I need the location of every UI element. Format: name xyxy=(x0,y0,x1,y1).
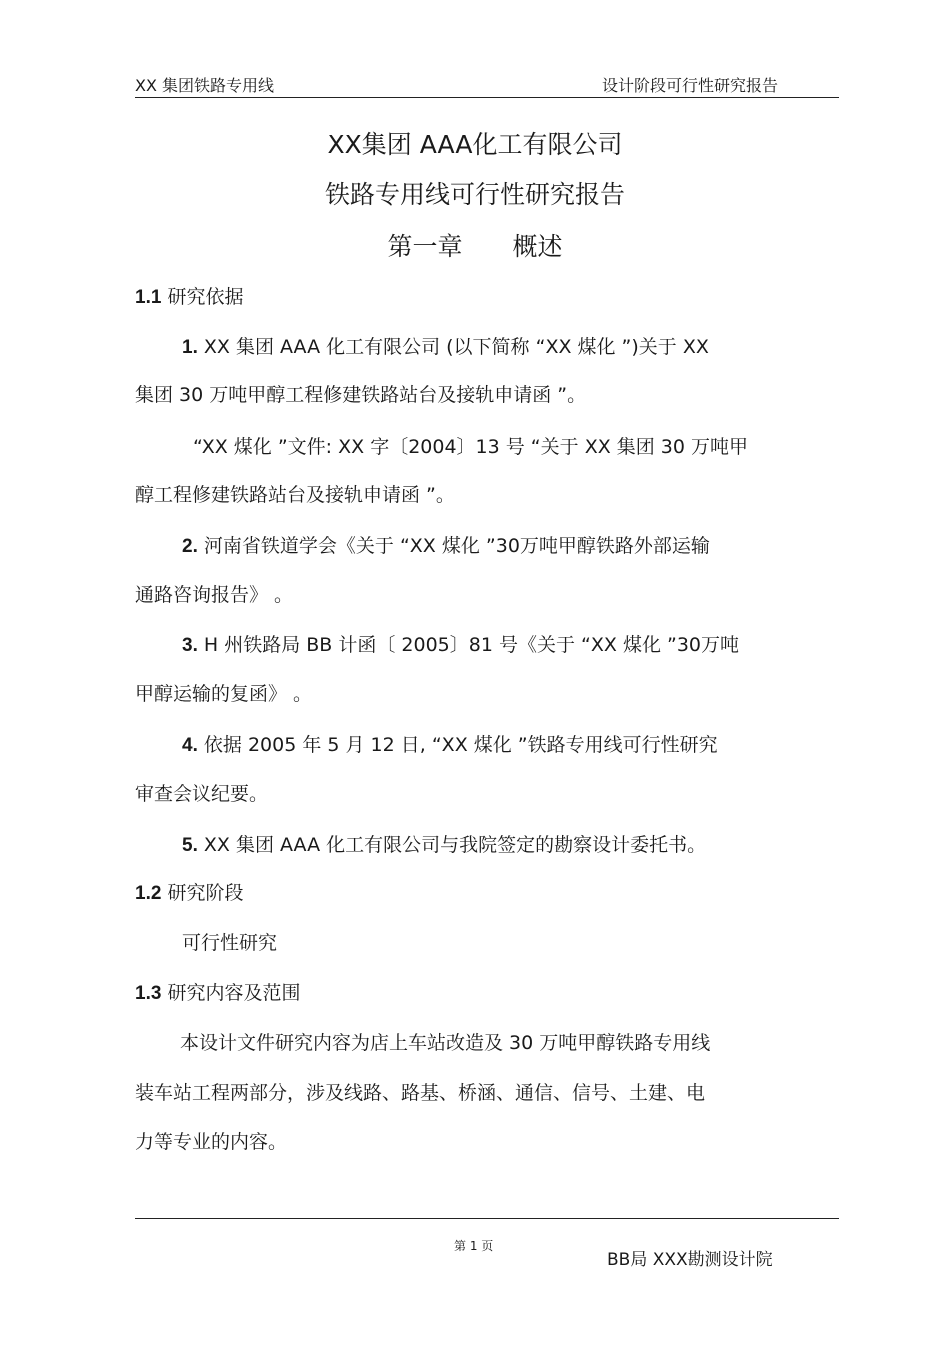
section-title: 研究依据 xyxy=(167,286,244,308)
scope-line3: 力等专业的内容。 xyxy=(135,1131,288,1153)
page-number: 第 1 页 xyxy=(454,1239,494,1253)
scope-line2: 装车站工程两部分，涉及线路、路基、桥涵、通信、信号、土建、电 xyxy=(135,1082,706,1104)
item-number: 4. xyxy=(182,735,198,756)
scope-line1: 本设计文件研究内容为店上车站改造及 30 万吨甲醇铁路专用线 xyxy=(180,1032,711,1054)
item-number: 3. xyxy=(182,635,198,656)
item-number: 2. xyxy=(182,536,198,557)
basis-item-1-line1 xyxy=(182,332,709,359)
chapter-title: 第一章 概述 xyxy=(387,232,563,261)
item-number: 1. xyxy=(182,337,198,358)
basis-file-line2: 醇工程修建铁路站台及接轨申请函 ”。 xyxy=(135,484,455,506)
basis-item-2-line2: 通路咨询报告》 。 xyxy=(135,584,294,606)
section-number: 1.2 xyxy=(135,883,162,904)
item-text: XX 集团 AAA 化工有限公司与我院签定的勘察设计委托书。 xyxy=(203,834,707,856)
item-number: 5. xyxy=(182,835,198,856)
basis-item-4-line1 xyxy=(182,730,718,757)
item-text: 河南省铁道学会《关于 “XX 煤化 ”30万吨甲醇铁路外部运输 xyxy=(203,535,710,557)
header-right: 设计阶段可行性研究报告 xyxy=(602,76,779,95)
basis-item-2-line1 xyxy=(182,531,710,558)
header-rule xyxy=(135,97,839,98)
basis-item-1-line2: 集团 30 万吨甲醇工程修建铁路站台及接轨申请函 ”。 xyxy=(135,384,587,406)
basis-item-4-line2: 审查会议纪要。 xyxy=(135,783,269,805)
section-heading-1-2 xyxy=(135,878,243,905)
basis-item-3-line2: 甲醇运输的复函》 。 xyxy=(135,683,313,705)
item-text: H 州铁路局 BB 计函〔 2005〕81 号《关于 “XX 煤化 ”30万吨 xyxy=(203,634,740,656)
footer-organization: BB局 XXX勘测设计院 xyxy=(607,1250,773,1270)
item-text: 依据 2005 年 5 月 12 日, “XX 煤化 ”铁路专用线可行性研究 xyxy=(203,734,718,756)
doc-title-line1: XX集团 AAA化工有限公司 xyxy=(327,130,623,159)
basis-file-line1: “XX 煤化 ”文件: XX 字〔2004〕13 号 “关于 XX 集团 30 万吨甲 xyxy=(193,436,749,458)
item-text: XX 集团 AAA 化工有限公司 (以下简称 “XX 煤化 ”)关于 XX xyxy=(203,336,709,358)
section-heading-1-1 xyxy=(135,282,243,309)
footer-rule xyxy=(135,1218,839,1219)
stage-text: 可行性研究 xyxy=(182,932,278,954)
doc-title-line2: 铁路专用线可行性研究报告 xyxy=(324,180,625,209)
section-heading-1-3 xyxy=(135,978,300,1005)
basis-item-5-line1 xyxy=(182,830,706,857)
section-number: 1.3 xyxy=(135,983,162,1004)
header-left: XX 集团铁路专用线 xyxy=(135,76,275,95)
basis-item-3-line1 xyxy=(182,630,739,657)
section-number: 1.1 xyxy=(135,287,162,308)
section-title: 研究内容及范围 xyxy=(167,982,301,1004)
section-title: 研究阶段 xyxy=(167,882,244,904)
